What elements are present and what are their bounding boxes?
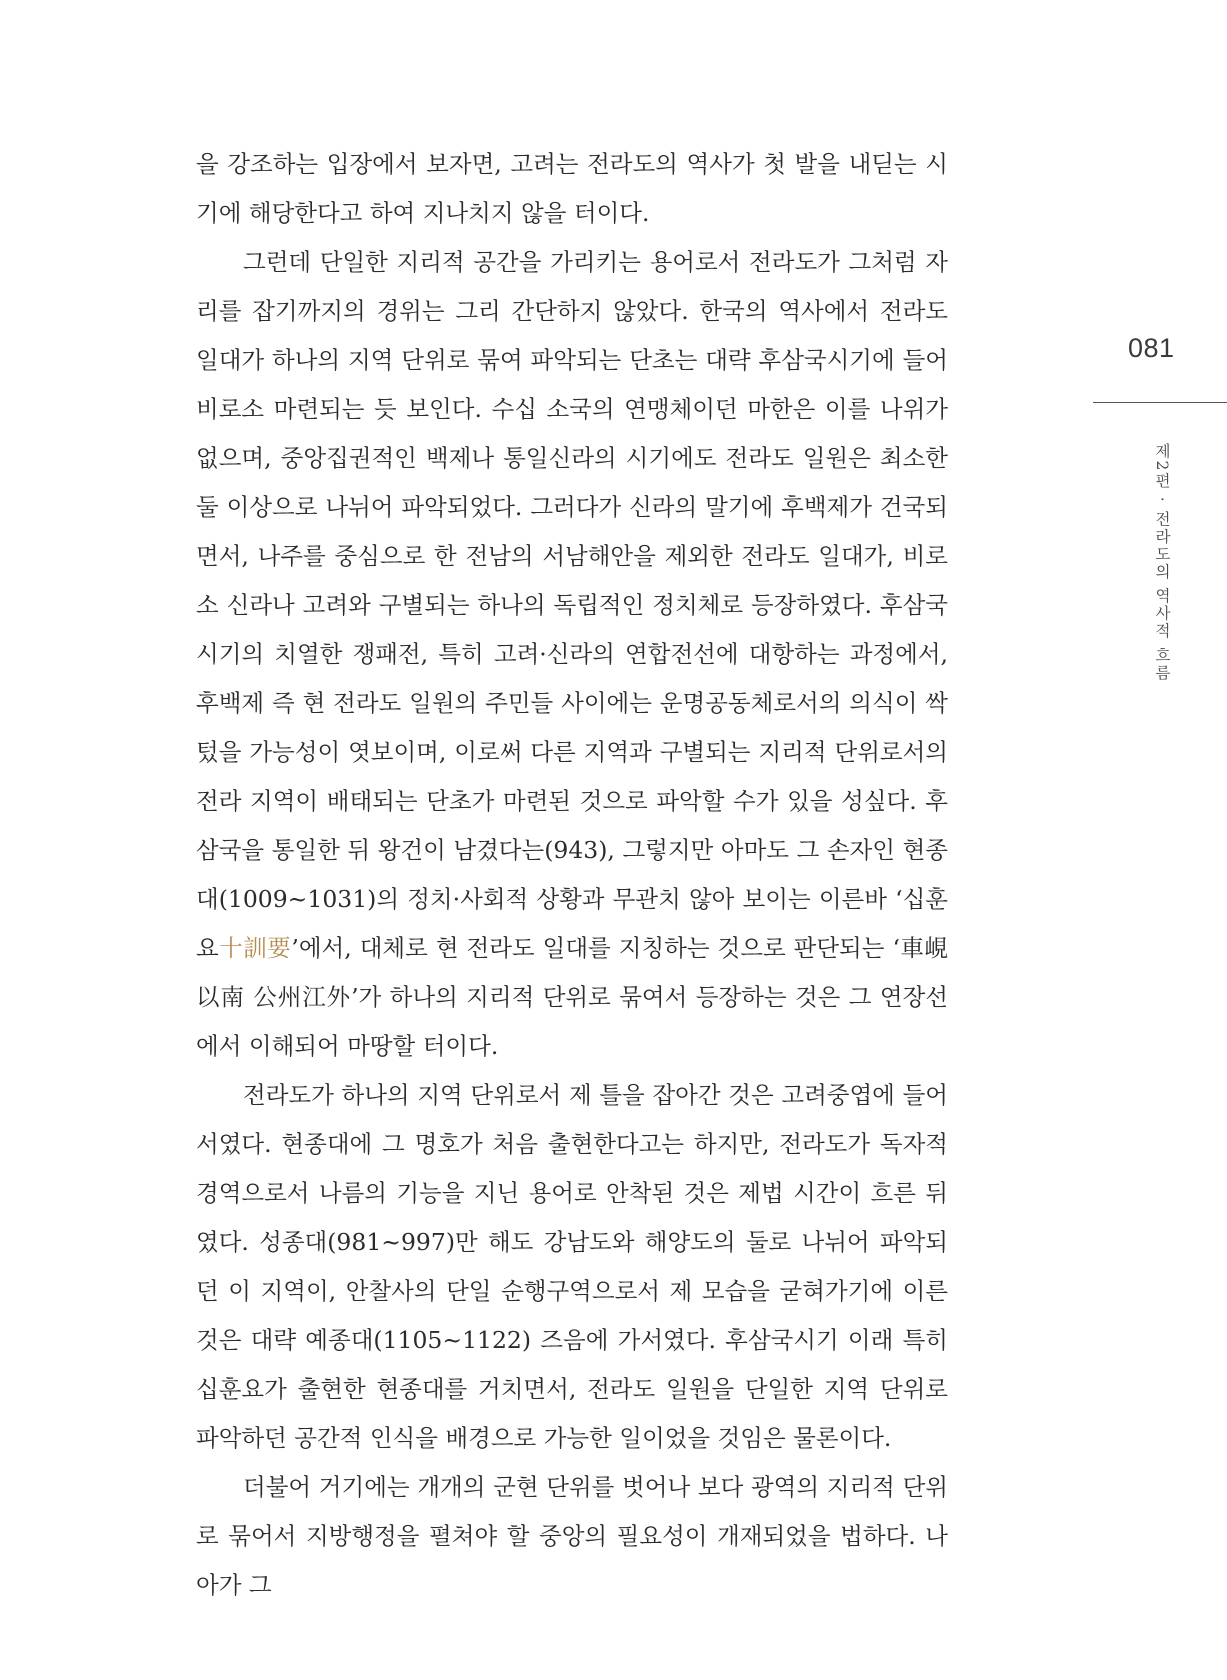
text-segment: 전라도가 하나의 지역 단위로서 제 틀을 잡아간 것은 고려중엽에 들어서였다. 현종대에 그 명호가 처음 출현한다고는 하지만, 전라도가 독자적 경역으로서 나름의 기능을 지닌 용어로 안착된 것은 제법 시간이 흐른 뒤였다. 성종대(981~997)만 해도 강남도와 해양도의 둘로 나뉘어 파악되던 이 지역이, 안찰사의 단일 순행구역으로서 제 모습을 굳혀가기에 이른 것은 대략 예종대(1105~1122) 즈음에 가서였다. 후삼국시기 이래 특히 십훈요가 출현한 현종대를 거치면서, 전라도 일원을 단일한 지역 단위로 파악하던 공간적 인식을 배경으로 가능한 일이었을 것임은 물론이다. [196,1081,948,1452]
text-segment: 을 강조하는 입장에서 보자면, 고려는 전라도의 역사가 첫 발을 내딛는 시기에 해당한다고 하여 지나치지 않을 터이다. [196,150,948,227]
text-segment: ’에서, 대체로 현 전라도 일대를 지칭하는 것으로 판단되는 ‘車峴以南 公州江外’가 하나의 지리적 단위로 묶여서 등장하는 것은 그 연장선에서 이해되어 마땅할 터이다. [196,934,949,1060]
paragraph [196,1071,948,1463]
running-head: 제2편 · 전라도의 역사적 흐름 [1153,443,1171,682]
paragraph [196,140,948,238]
paragraph [196,1463,948,1610]
header-rule [1093,402,1227,403]
page-number: 081 [1128,333,1175,363]
text-segment: 그런데 단일한 지리적 공간을 가리키는 용어로서 전라도가 그처럼 자리를 잡기까지의 경위는 그리 간단하지 않았다. 한국의 역사에서 전라도 일대가 하나의 지역 단위로 묶여 파악되는 단초는 대략 후삼국시기에 들어 비로소 마련되는 듯 보인다. 수십 소국의 연맹체이던 마한은 이를 나위가 없으며, 중앙집권적인 백제나 통일신라의 시기에도 전라도 일원은 최소한 둘 이상으로 나뉘어 파악되었다. 그러다가 신라의 말기에 후백제가 건국되면서, 나주를 중심으로 한 전남의 서남해안을 제외한 전라도 일대가, 비로소 신라나 고려와 구별되는 하나의 독립적인 정치체로 등장하였다. 후삼국시기의 치열한 쟁패전, 특히 고려·신라의 연합전선에 대항하는 과정에서, 후백제 즉 현 전라도 일원의 주민들 사이에는 운명공동체로서의 의식이 싹텄을 가능성이 엿보이며, 이로써 다른 지역과 구별되는 지리적 단위로서의 전라 지역이 배태되는 단초가 마련된 것으로 파악할 수가 있을 성싶다. 후삼국을 통일한 뒤 왕건이 남겼다는(943), 그렇지만 아마도 그 손자인 현종대(1009~1031)의 정치·사회적 상황과 무관치 않아 보이는 이른바 ‘십훈요 [196,248,948,962]
paragraph [196,238,948,1071]
body-text [196,140,948,1610]
hanja-gloss: 十訓要 [218,934,292,962]
text-segment: 더불어 거기에는 개개의 군현 단위를 벗어나 보다 광역의 지리적 단위로 묶어서 지방행정을 펼쳐야 할 중앙의 필요성이 개재되었을 법하다. 나아가 그 [196,1473,948,1599]
